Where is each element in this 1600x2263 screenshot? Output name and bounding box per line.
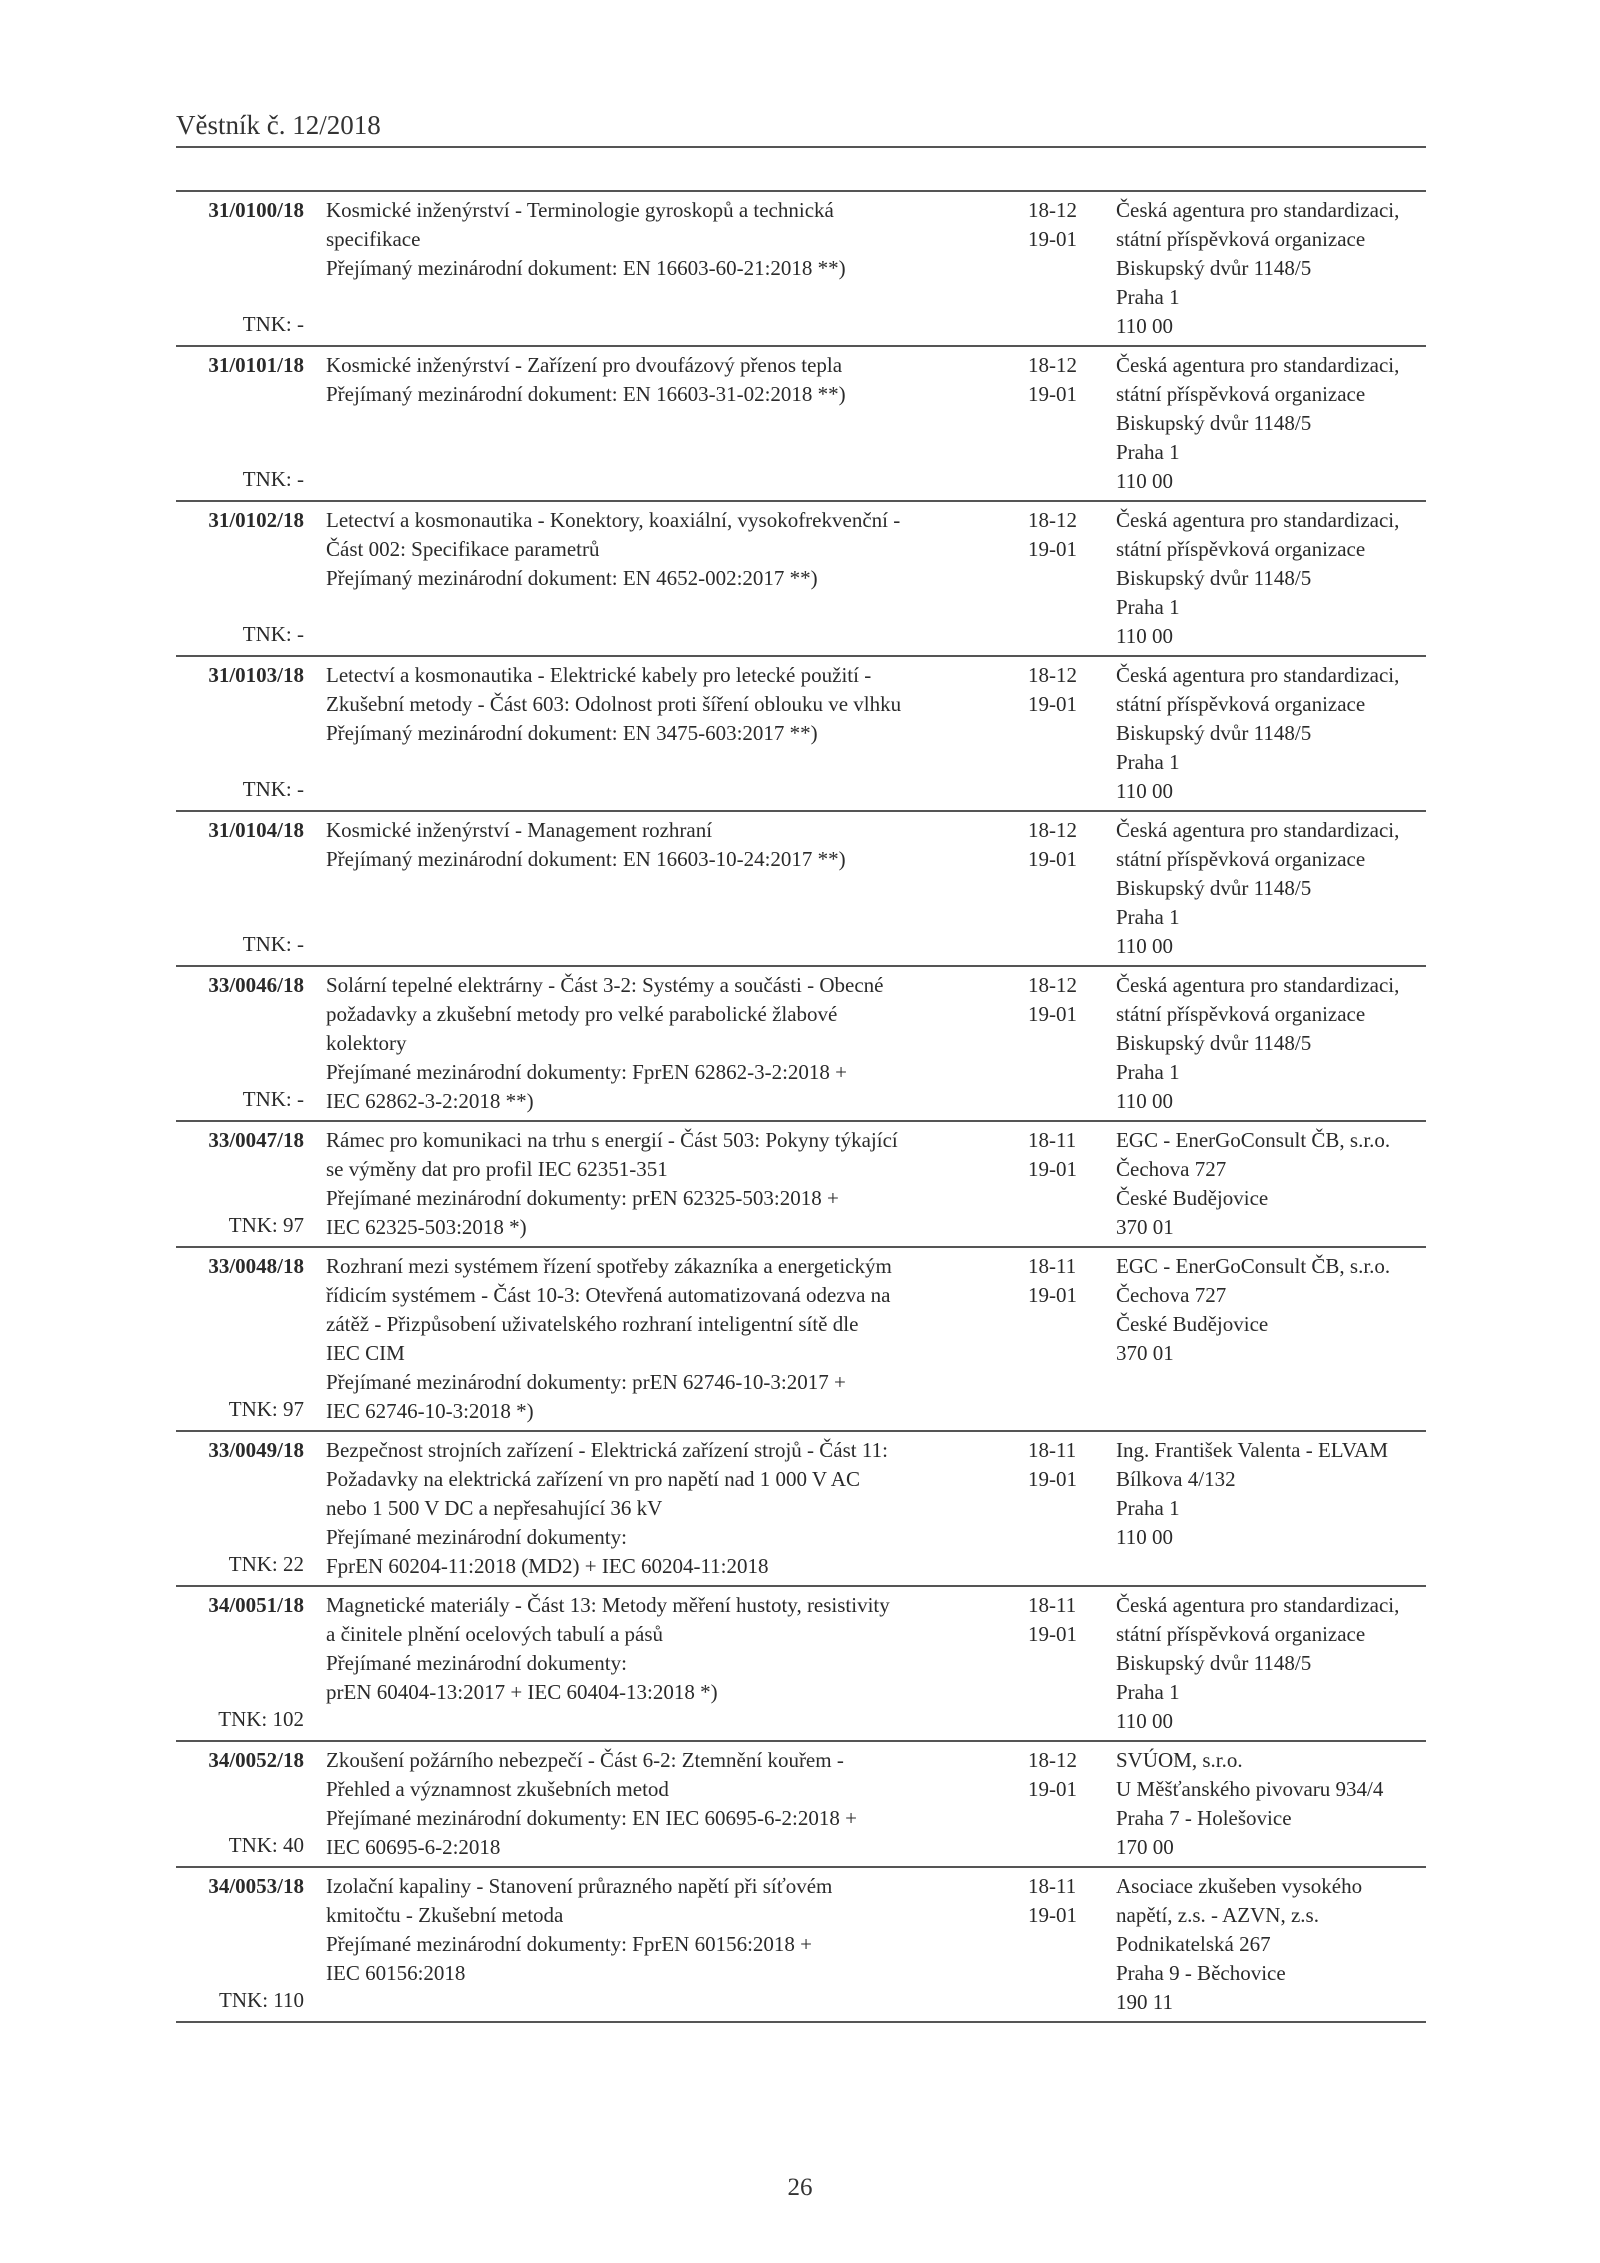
title-line: Část 002: Specifikace parametrů (326, 537, 600, 561)
title-line: FprEN 60204-11:2018 (MD2) + IEC 60204-11:2018 (326, 1554, 769, 1578)
title-line: Izolační kapaliny - Stanovení průrazného napětí při síťovém (326, 1874, 833, 1898)
title-line: kolektory (326, 1031, 407, 1055)
organization-line: 190 11 (1116, 1990, 1173, 2014)
date-start: 18-11 (1028, 1254, 1077, 1278)
table-row (176, 502, 1426, 657)
organization-line: Bílkova 4/132 (1116, 1467, 1236, 1491)
entry-title-cell (326, 971, 1016, 1116)
organization-line: Praha 9 - Běchovice (1116, 1961, 1286, 1985)
title-line: Přejímané mezinárodní dokumenty: prEN 62325-503:2018 + (326, 1186, 839, 1210)
organization-line: napětí, z.s. - AZVN, z.s. (1116, 1903, 1319, 1927)
table-row (176, 812, 1426, 967)
organization-line: státní příspěvková organizace (1116, 1002, 1366, 1026)
entry-title-cell (326, 1252, 1016, 1426)
organization-line: 110 00 (1116, 934, 1173, 958)
entry-dates-cell (1028, 1872, 1098, 2017)
table-row (176, 1742, 1426, 1868)
date-start: 18-12 (1028, 663, 1077, 687)
entry-organization-cell (1116, 1591, 1426, 1736)
entry-organization-cell (1116, 816, 1426, 961)
entry-dates-cell (1028, 816, 1098, 961)
organization-line: Biskupský dvůr 1148/5 (1116, 1031, 1312, 1055)
entry-dates-cell (1028, 1252, 1098, 1426)
organization-line: Ing. František Valenta - ELVAM (1116, 1438, 1389, 1462)
title-line: Zkušební metody - Část 603: Odolnost proti šíření oblouku ve vlhku (326, 692, 902, 716)
entry-number: 31/0100/18 (208, 198, 304, 222)
date-end: 19-01 (1028, 1903, 1077, 1927)
organization-line: EGC - EnerGoConsult ČB, s.r.o. (1116, 1128, 1391, 1152)
table-row (176, 1122, 1426, 1248)
entry-organization-cell (1116, 971, 1426, 1116)
journal-title: Věstník č. 12/2018 (176, 110, 381, 140)
table-row (176, 1248, 1426, 1432)
organization-line: Praha 1 (1116, 1496, 1180, 1520)
title-line: IEC 60156:2018 (326, 1961, 466, 1985)
organization-line: Praha 1 (1116, 1680, 1180, 1704)
organization-line: Praha 1 (1116, 905, 1180, 929)
entry-id-cell (176, 506, 304, 651)
organization-line: Biskupský dvůr 1148/5 (1116, 721, 1312, 745)
date-end: 19-01 (1028, 227, 1077, 251)
standards-table (176, 190, 1426, 2023)
organization-line: 110 00 (1116, 1525, 1173, 1549)
entry-dates-cell (1028, 1126, 1098, 1242)
tnk-label: TNK: 97 (228, 1213, 304, 1237)
entry-number: 33/0048/18 (208, 1254, 304, 1278)
title-line: IEC 62862-3-2:2018 **) (326, 1089, 534, 1113)
organization-line: Biskupský dvůr 1148/5 (1116, 566, 1312, 590)
organization-line: Čechova 727 (1116, 1283, 1227, 1307)
entry-id-cell (176, 1591, 304, 1736)
date-start: 18-12 (1028, 353, 1077, 377)
entry-title-cell (326, 661, 1016, 806)
entry-dates-cell (1028, 1436, 1098, 1581)
entry-dates-cell (1028, 661, 1098, 806)
tnk-label: TNK: - (242, 312, 304, 336)
date-start: 18-12 (1028, 508, 1077, 532)
entry-organization-cell (1116, 196, 1426, 341)
date-end: 19-01 (1028, 1157, 1077, 1181)
organization-line: Praha 7 - Holešovice (1116, 1806, 1292, 1830)
title-line: Letectví a kosmonautika - Elektrické kabely pro letecké použití - (326, 663, 872, 687)
organization-line: 110 00 (1116, 779, 1173, 803)
entry-id-cell (176, 1252, 304, 1426)
entry-title-cell (326, 196, 1016, 341)
entry-title-cell (326, 506, 1016, 651)
title-line: kmitočtu - Zkušební metoda (326, 1903, 564, 1927)
title-line: Kosmické inženýrství - Zařízení pro dvoufázový přenos tepla (326, 353, 843, 377)
organization-line: EGC - EnerGoConsult ČB, s.r.o. (1116, 1254, 1391, 1278)
date-end: 19-01 (1028, 1777, 1077, 1801)
entry-organization-cell (1116, 351, 1426, 496)
organization-line: 110 00 (1116, 314, 1173, 338)
title-line: řídicím systémem - Část 10-3: Otevřená automatizovaná odezva na (326, 1283, 891, 1307)
entry-number: 31/0103/18 (208, 663, 304, 687)
title-line: Magnetické materiály - Část 13: Metody měření hustoty, resistivity (326, 1593, 890, 1617)
title-line: Letectví a kosmonautika - Konektory, koaxiální, vysokofrekvenční - (326, 508, 901, 532)
date-end: 19-01 (1028, 1283, 1077, 1307)
tnk-label: TNK: - (242, 1087, 304, 1111)
title-line: Přejímaný mezinárodní dokument: EN 16603-60-21:2018 **) (326, 256, 846, 280)
entry-number: 33/0046/18 (208, 973, 304, 997)
organization-line: 110 00 (1116, 469, 1173, 493)
title-line: požadavky a zkušební metody pro velké parabolické žlabové (326, 1002, 838, 1026)
title-line: Solární tepelné elektrárny - Část 3-2: Systémy a součásti - Obecné (326, 973, 884, 997)
table-row (176, 1587, 1426, 1742)
entry-title-cell (326, 1746, 1016, 1862)
title-line: Přejímané mezinárodní dokumenty: FprEN 60156:2018 + (326, 1932, 813, 1956)
tnk-label: TNK: 110 (219, 1988, 304, 2012)
entry-dates-cell (1028, 971, 1098, 1116)
date-start: 18-11 (1028, 1874, 1077, 1898)
organization-line: Česká agentura pro standardizaci, (1116, 663, 1400, 687)
entry-title-cell (326, 351, 1016, 496)
organization-line: Biskupský dvůr 1148/5 (1116, 1651, 1312, 1675)
entry-number: 34/0053/18 (208, 1874, 304, 1898)
entry-number: 34/0052/18 (208, 1748, 304, 1772)
title-line: Zkoušení požárního nebezpečí - Část 6-2: Ztemnění kouřem - (326, 1748, 844, 1772)
organization-line: Česká agentura pro standardizaci, (1116, 353, 1400, 377)
organization-line: Česká agentura pro standardizaci, (1116, 1593, 1400, 1617)
organization-line: státní příspěvková organizace (1116, 382, 1366, 406)
date-start: 18-12 (1028, 1748, 1077, 1772)
organization-line: Česká agentura pro standardizaci, (1116, 818, 1400, 842)
organization-line: 110 00 (1116, 624, 1173, 648)
entry-organization-cell (1116, 1746, 1426, 1862)
organization-line: Asociace zkušeben vysokého (1116, 1874, 1363, 1898)
table-row (176, 967, 1426, 1122)
table-row (176, 347, 1426, 502)
page-number: 26 (787, 2174, 813, 2201)
tnk-label: TNK: - (242, 777, 304, 801)
date-end: 19-01 (1028, 382, 1077, 406)
title-line: Přejímané mezinárodní dokumenty: EN IEC 60695-6-2:2018 + (326, 1806, 857, 1830)
organization-line: Praha 1 (1116, 750, 1180, 774)
date-start: 18-12 (1028, 818, 1077, 842)
entry-organization-cell (1116, 1252, 1426, 1426)
entry-id-cell (176, 1436, 304, 1581)
organization-line: České Budějovice (1116, 1312, 1269, 1336)
tnk-label: TNK: - (242, 622, 304, 646)
entry-id-cell (176, 196, 304, 341)
title-line: IEC 62325-503:2018 *) (326, 1215, 527, 1239)
entry-number: 31/0104/18 (208, 818, 304, 842)
title-line: Rozhraní mezi systémem řízení spotřeby zákazníka a energetickým (326, 1254, 892, 1278)
organization-line: Praha 1 (1116, 1060, 1180, 1084)
entry-title-cell (326, 1126, 1016, 1242)
organization-line: Biskupský dvůr 1148/5 (1116, 411, 1312, 435)
title-line: Požadavky na elektrická zařízení vn pro napětí nad 1 000 V AC (326, 1467, 860, 1491)
organization-line: Biskupský dvůr 1148/5 (1116, 256, 1312, 280)
date-end: 19-01 (1028, 537, 1077, 561)
entry-organization-cell (1116, 1436, 1426, 1581)
entry-id-cell (176, 816, 304, 961)
entry-id-cell (176, 1746, 304, 1862)
date-end: 19-01 (1028, 847, 1077, 871)
date-start: 18-11 (1028, 1438, 1077, 1462)
entry-id-cell (176, 1872, 304, 2017)
tnk-label: TNK: 102 (218, 1707, 304, 1731)
tnk-label: TNK: - (242, 467, 304, 491)
entry-id-cell (176, 971, 304, 1116)
organization-line: SVÚOM, s.r.o. (1116, 1748, 1243, 1772)
entry-number: 31/0102/18 (208, 508, 304, 532)
title-line: Přejímaný mezinárodní dokument: EN 16603-10-24:2017 **) (326, 847, 846, 871)
entry-dates-cell (1028, 506, 1098, 651)
organization-line: Biskupský dvůr 1148/5 (1116, 876, 1312, 900)
organization-line: Čechova 727 (1116, 1157, 1227, 1181)
tnk-label: TNK: - (242, 932, 304, 956)
entry-number: 31/0101/18 (208, 353, 304, 377)
title-line: specifikace (326, 227, 421, 251)
title-line: Přejímaný mezinárodní dokument: EN 4652-002:2017 **) (326, 566, 818, 590)
title-line: Rámec pro komunikaci na trhu s energií - Část 503: Pokyny týkající (326, 1128, 898, 1152)
title-line: IEC 62746-10-3:2018 *) (326, 1399, 534, 1423)
date-start: 18-12 (1028, 198, 1077, 222)
organization-line: 370 01 (1116, 1341, 1174, 1365)
title-line: IEC CIM (326, 1341, 405, 1365)
organization-line: státní příspěvková organizace (1116, 692, 1366, 716)
title-line: Přejímané mezinárodní dokumenty: (326, 1651, 627, 1675)
entry-organization-cell (1116, 661, 1426, 806)
tnk-label: TNK: 40 (228, 1833, 304, 1857)
organization-line: Česká agentura pro standardizaci, (1116, 973, 1400, 997)
table-row (176, 657, 1426, 812)
organization-line: 170 00 (1116, 1835, 1174, 1859)
entry-number: 34/0051/18 (208, 1593, 304, 1617)
organization-line: Česká agentura pro standardizaci, (1116, 198, 1400, 222)
entry-dates-cell (1028, 1746, 1098, 1862)
entry-title-cell (326, 1436, 1016, 1581)
date-end: 19-01 (1028, 1002, 1077, 1026)
entry-organization-cell (1116, 1872, 1426, 2017)
organization-line: Podnikatelská 267 (1116, 1932, 1271, 1956)
entry-id-cell (176, 351, 304, 496)
entry-dates-cell (1028, 351, 1098, 496)
title-line: zátěž - Přizpůsobení uživatelského rozhraní inteligentní sítě dle (326, 1312, 859, 1336)
title-line: a činitele plnění ocelových tabulí a pásů (326, 1622, 664, 1646)
organization-line: státní příspěvková organizace (1116, 227, 1366, 251)
organization-line: Praha 1 (1116, 595, 1180, 619)
table-row (176, 1432, 1426, 1587)
entry-id-cell (176, 661, 304, 806)
title-line: Přejímaný mezinárodní dokument: EN 16603-31-02:2018 **) (326, 382, 846, 406)
date-start: 18-12 (1028, 973, 1077, 997)
date-start: 18-11 (1028, 1593, 1077, 1617)
date-end: 19-01 (1028, 1467, 1077, 1491)
organization-line: České Budějovice (1116, 1186, 1269, 1210)
organization-line: státní příspěvková organizace (1116, 537, 1366, 561)
title-line: Přehled a významnost zkušebních metod (326, 1777, 669, 1801)
organization-line: Česká agentura pro standardizaci, (1116, 508, 1400, 532)
title-line: Přejímané mezinárodní dokumenty: (326, 1525, 627, 1549)
tnk-label: TNK: 22 (228, 1552, 304, 1576)
title-line: Kosmické inženýrství - Management rozhraní (326, 818, 713, 842)
date-start: 18-11 (1028, 1128, 1077, 1152)
organization-line: státní příspěvková organizace (1116, 1622, 1366, 1646)
title-line: prEN 60404-13:2017 + IEC 60404-13:2018 *) (326, 1680, 718, 1704)
entry-dates-cell (1028, 196, 1098, 341)
date-end: 19-01 (1028, 1622, 1077, 1646)
organization-line: Praha 1 (1116, 440, 1180, 464)
entry-number: 33/0047/18 (208, 1128, 304, 1152)
title-line: nebo 1 500 V DC a nepřesahující 36 kV (326, 1496, 663, 1520)
title-line: Kosmické inženýrství - Terminologie gyroskopů a technická (326, 198, 834, 222)
entry-organization-cell (1116, 1126, 1426, 1242)
entry-title-cell (326, 1591, 1016, 1736)
date-end: 19-01 (1028, 692, 1077, 716)
organization-line: U Měšťanského pivovaru 934/4 (1116, 1777, 1384, 1801)
title-line: Bezpečnost strojních zařízení - Elektrická zařízení strojů - Část 11: (326, 1438, 888, 1462)
organization-line: 110 00 (1116, 1709, 1173, 1733)
organization-line: Praha 1 (1116, 285, 1180, 309)
table-row (176, 1868, 1426, 2023)
title-line: Přejímaný mezinárodní dokument: EN 3475-603:2017 **) (326, 721, 818, 745)
entry-organization-cell (1116, 506, 1426, 651)
organization-line: 110 00 (1116, 1089, 1173, 1113)
entry-dates-cell (1028, 1591, 1098, 1736)
entry-number: 33/0049/18 (208, 1438, 304, 1462)
page-header (176, 0, 1426, 148)
organization-line: 370 01 (1116, 1215, 1174, 1239)
title-line: IEC 60695-6-2:2018 (326, 1835, 501, 1859)
title-line: Přejímané mezinárodní dokumenty: prEN 62746-10-3:2017 + (326, 1370, 846, 1394)
entry-title-cell (326, 816, 1016, 961)
entry-id-cell (176, 1126, 304, 1242)
table-row (176, 192, 1426, 347)
organization-line: státní příspěvková organizace (1116, 847, 1366, 871)
tnk-label: TNK: 97 (228, 1397, 304, 1421)
entry-title-cell (326, 1872, 1016, 2017)
title-line: se výměny dat pro profil IEC 62351-351 (326, 1157, 668, 1181)
title-line: Přejímané mezinárodní dokumenty: FprEN 62862-3-2:2018 + (326, 1060, 848, 1084)
